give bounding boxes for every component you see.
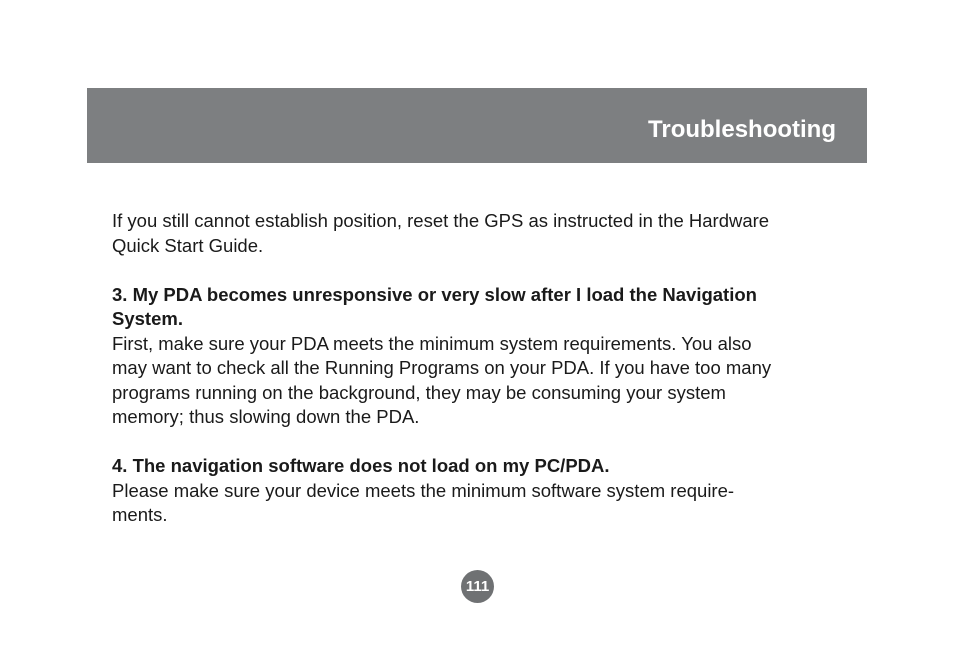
page-title: Troubleshooting xyxy=(648,116,836,143)
answer-line: memory; thus slowing down the PDA. xyxy=(112,406,420,427)
question-heading: System. xyxy=(112,308,183,329)
answer-line: ments. xyxy=(112,504,168,525)
paragraph-gap xyxy=(112,258,852,283)
answer-line: Please make sure your device meets the minimum software system require- xyxy=(112,479,735,501)
section-header-bar xyxy=(87,88,867,163)
answer-line: programs running on the background, they may be consuming your system xyxy=(112,381,726,403)
body-text xyxy=(112,209,852,528)
intro-line: If you still cannot establish position, reset the GPS as instructed in the Hardware xyxy=(112,210,770,231)
question-heading: 4. The navigation software does not load on my PC/PDA. xyxy=(112,455,610,476)
answer-line: may want to check all the Running Programs on your PDA. If you have too many xyxy=(112,357,772,378)
intro-line: Quick Start Guide. xyxy=(112,234,264,256)
question-heading: 3. My PDA becomes unresponsive or very slow after I load the Navigation xyxy=(112,283,757,305)
answer-line: First, make sure your PDA meets the minimum system requirements. You also xyxy=(112,332,752,354)
paragraph-gap xyxy=(112,430,852,455)
page-number-badge: 111 xyxy=(461,570,494,603)
